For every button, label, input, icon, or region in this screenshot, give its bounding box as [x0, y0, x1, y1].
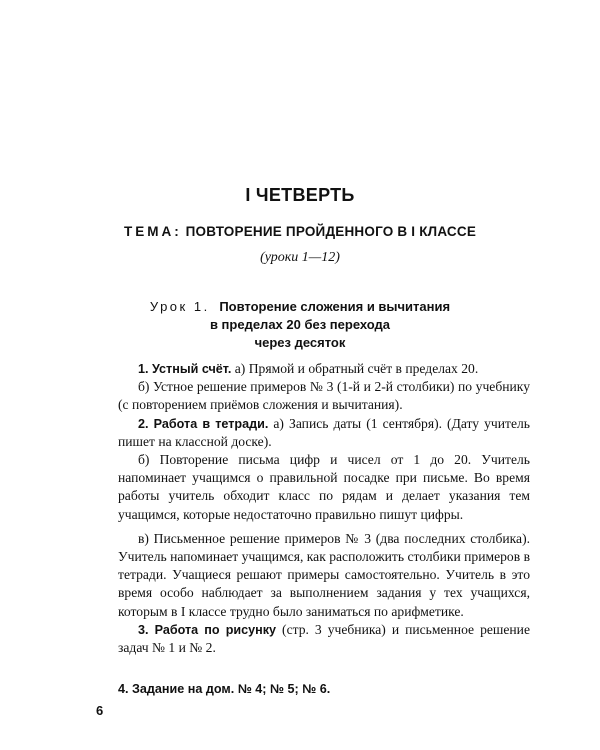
paragraph-text: (стр. 3 учебника) и письменное решение задач № 1 и № 2.: [118, 621, 530, 656]
paragraph: [118, 451, 530, 524]
theme-heading: [0, 224, 600, 239]
paragraph-text: б) Устное решение примеров № 3 (1-й и 2-й столбики) по учебнику (с повторением приёмов сложения и вычитания).: [118, 379, 530, 413]
lessons-range: (уроки 1—12): [260, 250, 340, 265]
paragraph-text: в) Письменное решение примеров № 3 (два последних столбика). Учитель напоминает учащимся, как расположить столбики примеров в тетради. Учащиеся решают примеры самостоятельно. Учитель в это время особо наблюдает за выполнением задания у тех учащихся, которым в I классе трудно было заниматься по арифметике.: [118, 530, 530, 619]
paragraph: [118, 415, 530, 451]
lesson-title-line1: Повторение сложения и вычитания: [219, 299, 451, 314]
paragraph: [118, 530, 530, 621]
quarter-title: I ЧЕТВЕРТЬ: [245, 185, 355, 205]
lesson-body: [118, 360, 530, 657]
paragraph-heading: 1. Устный счёт.: [138, 362, 232, 376]
paragraph: [118, 378, 530, 414]
lesson-label: Урок 1.: [149, 299, 210, 314]
paragraph-text: б) Повторение письма цифр и чисел от 1 до 20. Учитель напоминает учащимся о правильной посадке при письме. Во время работы учитель обходит класс по рядам и делает указания тем учащимся, которые недостаточно правильно пишут цифры.: [118, 452, 530, 522]
homework-line: 4. Задание на дом. № 4; № 5; № 6.: [118, 682, 331, 696]
paragraph: [118, 360, 530, 378]
paragraph-heading: 3. Работа по рисунку: [138, 622, 277, 637]
paragraph-text: а) Прямой и обратный счёт в пределах 20.: [231, 361, 479, 376]
theme-text: ПОВТОРЕНИЕ ПРОЙДЕННОГО В I КЛАССЕ: [185, 224, 477, 239]
theme-label: ТЕМА:: [123, 224, 182, 239]
lesson-title-line3: через десяток: [254, 335, 346, 350]
page-number: 6: [96, 703, 104, 718]
paragraph-heading: 2. Работа в тетради.: [138, 416, 269, 431]
lesson-heading: [0, 298, 600, 352]
lesson-title-line2: в пределах 20 без перехода: [209, 317, 391, 332]
paragraph-text: а) Запись даты (1 сентября). (Дату учитель пишет на классной доске).: [118, 415, 530, 449]
paragraph: [118, 621, 530, 657]
